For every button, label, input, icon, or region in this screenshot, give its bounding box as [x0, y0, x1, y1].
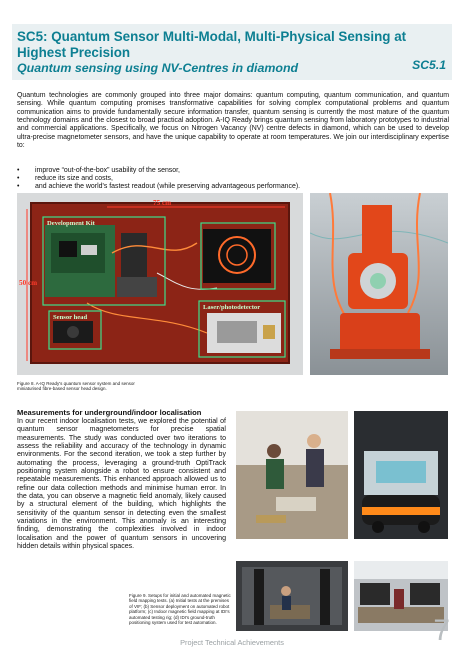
label-width: 75 cm — [153, 199, 172, 207]
figure8-caption: Figure 8. A-IQ Ready's quantum sensor system and sensor miniaturised fibre-based sensor head design. — [17, 381, 135, 392]
intro-paragraph: Quantum technologies are commonly grouped into three major domains: quantum computing, quantum communication, and quantum sensing. While quantum computing promises transformative capabilities for solving complex computational problems and quantum communication aims to provide fundamentally secure information transfer, quantum sensing is currently the most mature of the quantum technology domains and the closest to broad practical adoption. A-IQ Ready brings quantum sensing from laboratory prototypes to industrial and commercial applications. Specifically, we focus on Nitrogen Vacancy (NV) centre defects in diamond, which can be used to develop ultra-precise magnetometer sensors, and have the unique capability to operate at room temperatures. We join our interdisciplinary expertise to: — [17, 92, 449, 150]
label-height: 50 cm — [19, 279, 38, 287]
footer-text: Project Technical Achievements — [180, 638, 284, 647]
goal-item: • and achieve the world's fastest readout (while preserving advantageous performance). — [17, 183, 449, 191]
goal-item: • improve “out-of-the-box” usability of the sensor, — [17, 167, 449, 175]
sensor-head-photo — [310, 193, 448, 375]
photo-initial-tests — [236, 411, 348, 539]
label-development-kit: Development Kit — [47, 220, 95, 227]
photo-robot-platform — [354, 411, 448, 539]
goals-list — [17, 167, 449, 192]
figure9-caption: Figure 9. Setups for initial and automated magnetic field mapping tests. (a) Initial tests at the premises of VIF; (b) Sensor deployment on automated robot platform; (c) Indoor magnetic field mapping at IDI's automated testing rig; (d) IDI's ground-truth positioning system used for test automation. — [129, 593, 231, 626]
label-sensor-head: Sensor head — [53, 314, 88, 321]
page-title: SC5: Quantum Sensor Multi-Modal, Multi-Physical Sensing at Highest Precision — [17, 29, 407, 60]
section-code: SC5.1 — [412, 58, 446, 72]
page-subtitle: Quantum sensing using NV-Centres in diamond — [17, 61, 299, 75]
goal-item: • reduce its size and costs, — [17, 175, 449, 183]
section-heading: Measurements for underground/indoor localisation — [17, 408, 202, 417]
section-body: In our recent indoor localisation tests, we explored the potential of quantum sensor magnetometers for precise spatial measurements. The study was conducted over two iterations to assess the reliability and accuracy of the technology in dynamic environments. For the second iteration, we took a step further by automating the process, leveraging a ground-truth OptiTrack positioning system alongside a robot to ensure consistent and repeatable measurements. This enhanced approach allowed us to refine our data collection methods and minimise human error. In the data, you can observe a magnetic field anomaly, likely caused by a structural element of the building, which highlights the sensitivity of the quantum sensor in detecting even the smallest variations in the environment. This anomaly is an interesting finding, demonstrating the complexities involved in indoor localisation and the power of quantum sensors in uncovering hidden details within physical spaces. — [17, 418, 226, 551]
quantum-sensor-system-photo — [17, 193, 303, 375]
page-number: 7 — [433, 614, 450, 647]
photo-testing-rig — [236, 561, 348, 631]
label-laser-photodetector: Laser/photodetector — [203, 304, 261, 311]
